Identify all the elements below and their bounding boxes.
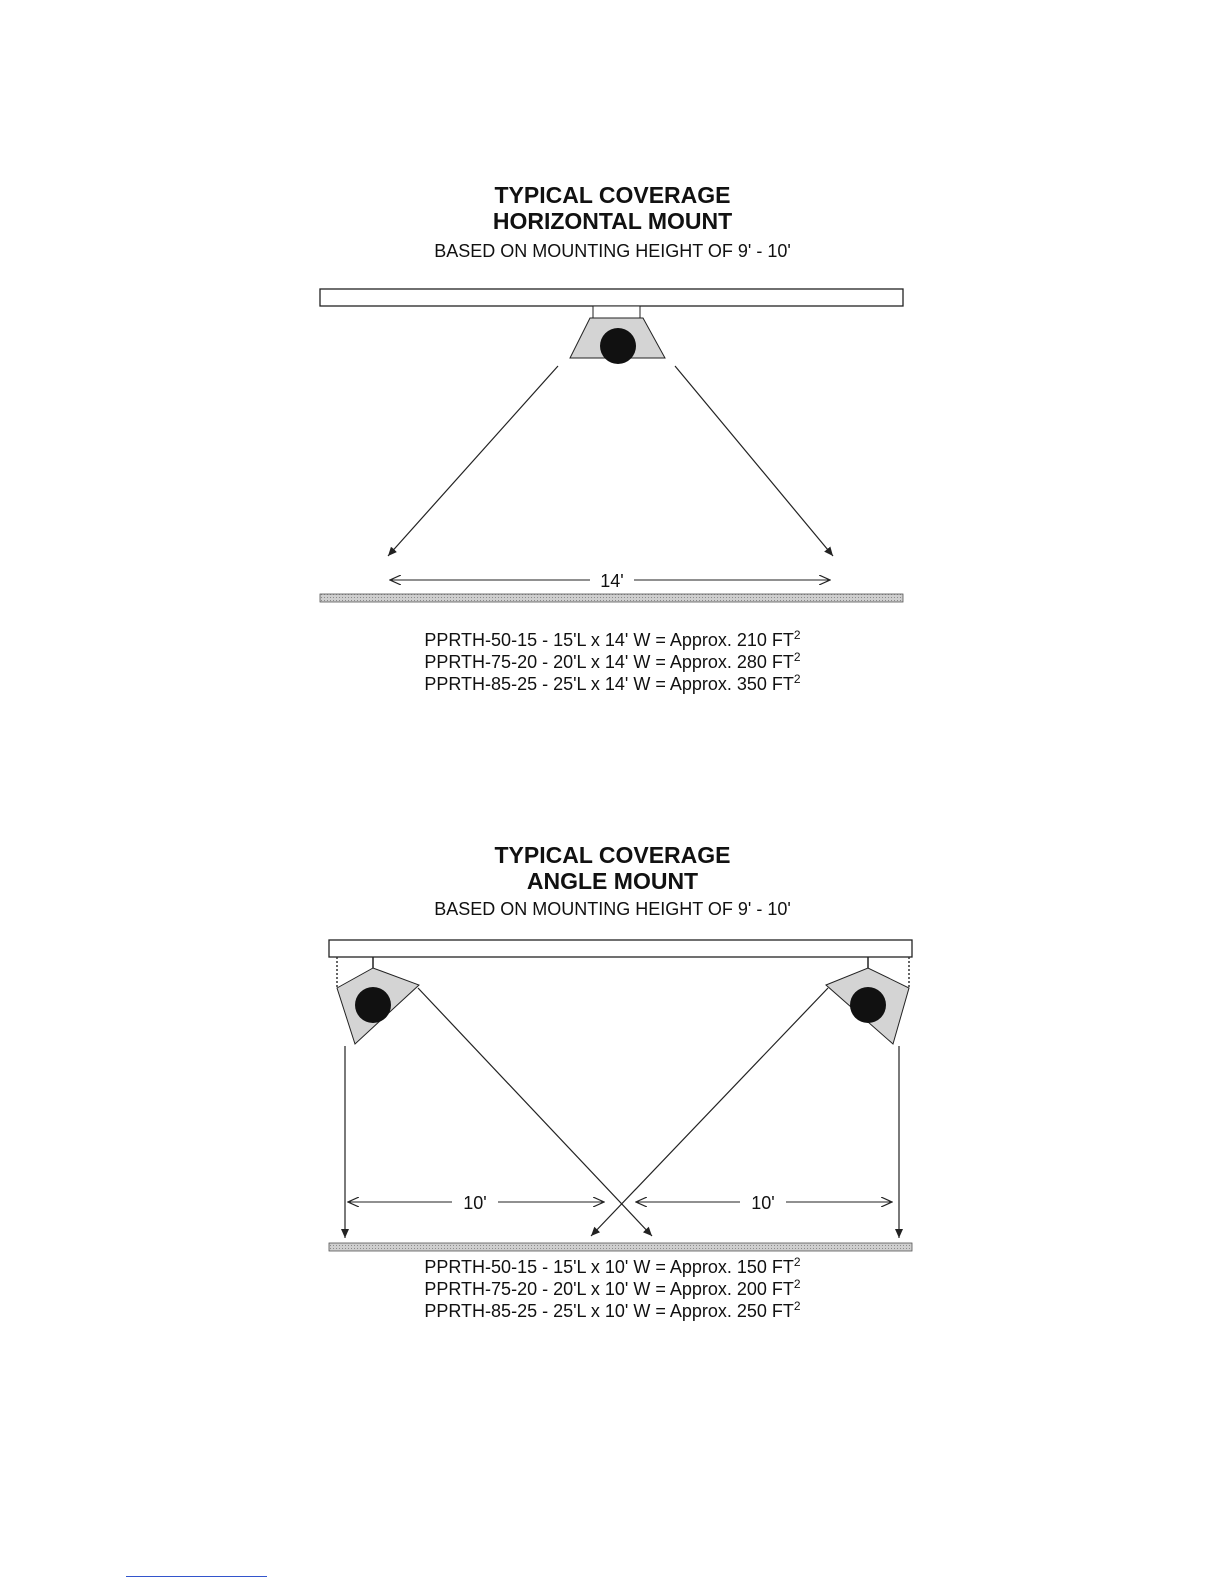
dimension-label: 14' [600, 571, 624, 591]
angle-spec-row: PPRTH-85-25 - 25'L x 10' W = Approx. 250 $FT^2$ [424, 1299, 801, 1321]
angle-spec-row: PPRTH-50-15 - 15'L x 10' W = Approx. 150 $FT^2$ [424, 1255, 801, 1277]
diagonal-ray-left-heater [418, 988, 652, 1236]
angle-title-line2: ANGLE MOUNT [526, 868, 699, 894]
mount-bracket [593, 306, 640, 318]
heater-element-icon [600, 328, 636, 364]
horizontal-spec-row: PPRTH-50-15 - 15'L x 14' W = Approx. 210 $FT^2$ [424, 628, 801, 650]
dimension-label-left: 10' [463, 1193, 487, 1213]
horizontal-subtitle: BASED ON MOUNTING HEIGHT OF 9' - 10' [434, 241, 791, 261]
coverage-ray-left [388, 366, 558, 556]
floor-bar [320, 594, 903, 602]
horizontal-title-line1: TYPICAL COVERAGE [494, 182, 731, 208]
angle-spec-row: PPRTH-75-20 - 20'L x 10' W = Approx. 200 $FT^2$ [424, 1277, 801, 1299]
ceiling-bar [320, 289, 903, 306]
angle-mount-diagram [329, 940, 912, 1251]
horizontal-spec-row: PPRTH-75-20 - 20'L x 14' W = Approx. 280 $FT^2$ [424, 650, 801, 672]
horizontal-spec-row: PPRTH-85-25 - 25'L x 14' W = Approx. 350 $FT^2$ [424, 672, 801, 694]
diagonal-ray-right-heater [591, 988, 828, 1236]
ceiling-bar [329, 940, 912, 957]
dimension-label-right: 10' [751, 1193, 775, 1213]
page-footer-rule [126, 1576, 267, 1577]
horizontal-title-line2: HORIZONTAL MOUNT [492, 208, 733, 234]
heater-element-left-icon [355, 987, 391, 1023]
floor-bar [329, 1243, 912, 1251]
heater-element-right-icon [850, 987, 886, 1023]
angle-title-line1: TYPICAL COVERAGE [494, 842, 731, 868]
coverage-ray-right [675, 366, 833, 556]
angle-subtitle: BASED ON MOUNTING HEIGHT OF 9' - 10' [434, 899, 791, 919]
horizontal-mount-diagram [320, 289, 903, 602]
